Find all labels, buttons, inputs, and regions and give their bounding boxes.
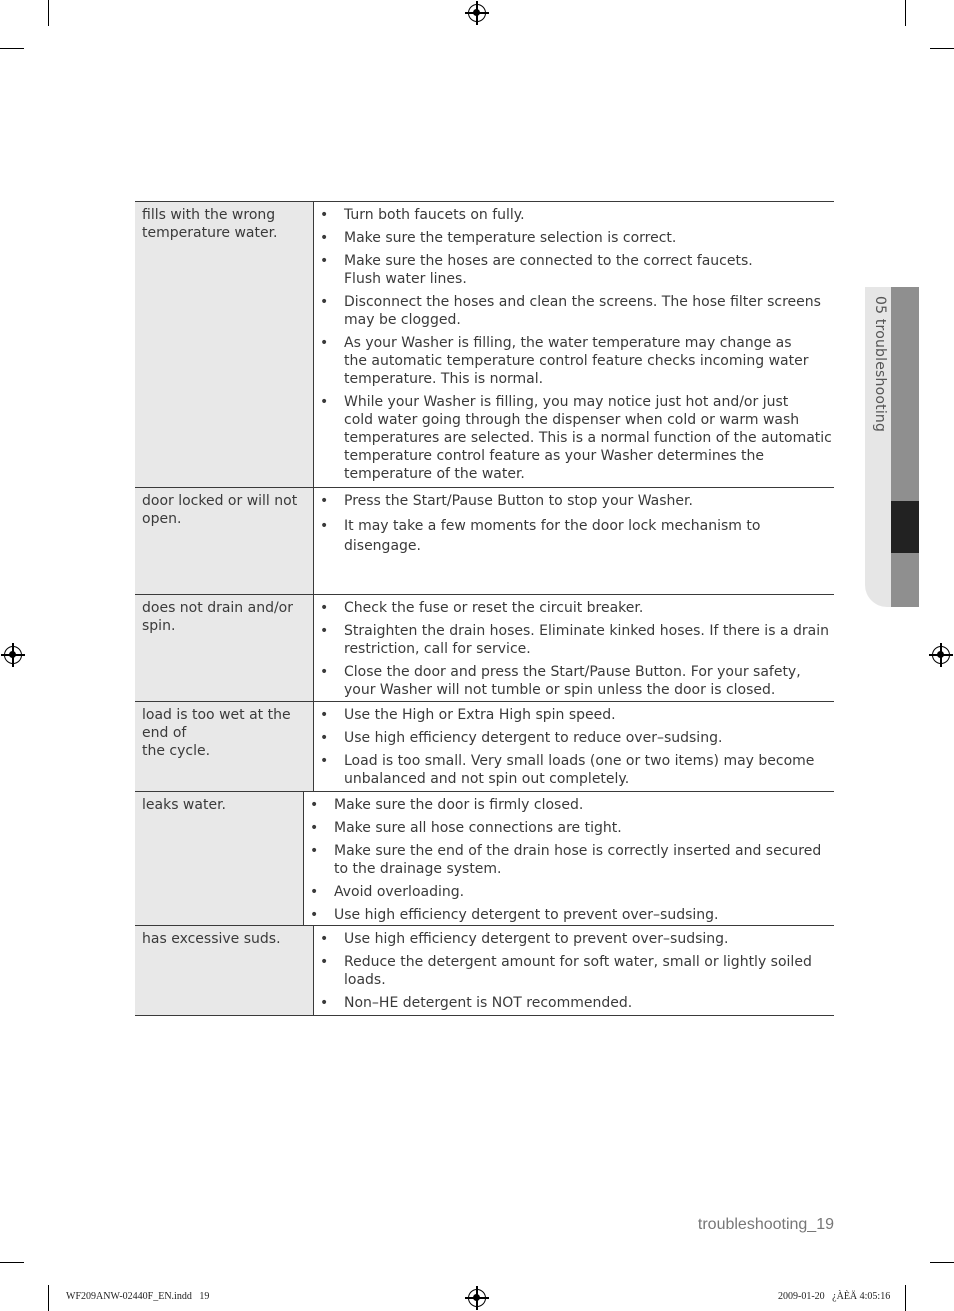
- solution-item: • Reduce the detergent amount for soft water, small or lightly soiled loads.: [314, 953, 834, 989]
- registration-mark-icon: [468, 4, 486, 22]
- solution-item: • Make sure the door is firmly closed.: [304, 796, 824, 814]
- side-tab-bar: [891, 287, 919, 501]
- table-row: [135, 488, 834, 595]
- solution-item: • Make sure the end of the drain hose is correctly inserted and secured to the drainage system.: [304, 842, 834, 878]
- print-slug-left: WF209ANW-02440F_EN.indd 19: [66, 1291, 210, 1302]
- registration-mark-icon: [932, 646, 950, 664]
- crop-mark: [930, 1262, 954, 1263]
- table-row: [135, 202, 834, 488]
- solution-item: • Avoid overloading.: [304, 883, 824, 901]
- problem-cell: leaks water.: [135, 792, 304, 925]
- solution-item: • Non–HE detergent is NOT recommended.: [314, 994, 834, 1012]
- print-slug-right: 2009-01-20 ¿ÀÈÄ 4:05:16: [778, 1291, 891, 1302]
- solution-item: • Straighten the drain hoses. Eliminate kinked hoses. If there is a drain restriction, call for service.: [314, 622, 834, 658]
- table-row: [135, 702, 834, 792]
- solution-item: • Make sure the temperature selection is correct.: [314, 229, 834, 247]
- side-tab-marker: [891, 501, 919, 553]
- solution-list: [304, 792, 834, 925]
- solution-item: • Close the door and press the Start/Pause Button. For your safety, your Washer will not tumble or spin unless the door is closed.: [314, 663, 834, 699]
- side-tab-bar: [891, 553, 919, 607]
- solution-item: • Press the Start/Pause Button to stop your Washer.: [314, 492, 834, 510]
- chapter-label: 05 troubleshooting: [872, 296, 888, 433]
- solution-item: • Disconnect the hoses and clean the screens. The hose filter screens may be clogged.: [314, 293, 834, 329]
- solution-list: [314, 702, 834, 791]
- crop-mark: [905, 0, 906, 26]
- solution-list: [314, 202, 834, 487]
- crop-mark: [48, 1285, 49, 1311]
- solution-list: [314, 595, 834, 701]
- table-row: [135, 595, 834, 702]
- solution-item: • As your Washer is filling, the water temperature may change as the automatic temperature control feature checks incoming water temperature. This is normal.: [314, 334, 834, 388]
- troubleshooting-table: [135, 201, 834, 1016]
- solution-item: • Turn both faucets on fully.: [314, 206, 834, 224]
- solution-list: [314, 926, 834, 1015]
- registration-mark-icon: [468, 1289, 486, 1307]
- problem-cell: fills with the wrong temperature water.: [135, 202, 314, 487]
- solution-item: • Check the fuse or reset the circuit breaker.: [314, 599, 834, 617]
- problem-cell: load is too wet at the end of the cycle.: [135, 702, 314, 791]
- solution-item: • Use high efficiency detergent to prevent over–sudsing.: [304, 906, 824, 924]
- page-number-label: troubleshooting_19: [697, 1216, 834, 1233]
- solution-item: • Make sure the hoses are connected to the correct faucets. Flush water lines.: [314, 252, 834, 288]
- crop-mark: [905, 1285, 906, 1311]
- crop-mark: [0, 48, 24, 49]
- solution-item: • Use high efficiency detergent to reduce over–sudsing.: [314, 729, 834, 747]
- solution-item: • Load is too small. Very small loads (one or two items) may become unbalanced and not spin out completely.: [314, 752, 834, 788]
- problem-cell: does not drain and/or spin.: [135, 595, 314, 701]
- solution-item: • Use the High or Extra High spin speed.: [314, 706, 834, 724]
- crop-mark: [930, 48, 954, 49]
- table-row: [135, 926, 834, 1016]
- problem-cell: door locked or will not open.: [135, 488, 314, 594]
- problem-cell: has excessive suds.: [135, 926, 314, 1015]
- solution-item: • Make sure all hose connections are tight.: [304, 819, 824, 837]
- solution-list: [314, 488, 834, 594]
- solution-item: • It may take a few moments for the door lock mechanism to disengage.: [314, 516, 834, 556]
- table-row: [135, 792, 834, 926]
- registration-mark-icon: [4, 646, 22, 664]
- solution-item: • Use high efficiency detergent to prevent over–sudsing.: [314, 930, 834, 948]
- solution-item: • While your Washer is filling, you may notice just hot and/or just cold water going through the dispenser when cold or warm wash temperatures are selected. This is a normal function of the automatic temperature control feature as your Washer determines the temperature of the water.: [314, 393, 834, 483]
- crop-mark: [48, 0, 49, 26]
- crop-mark: [0, 1262, 24, 1263]
